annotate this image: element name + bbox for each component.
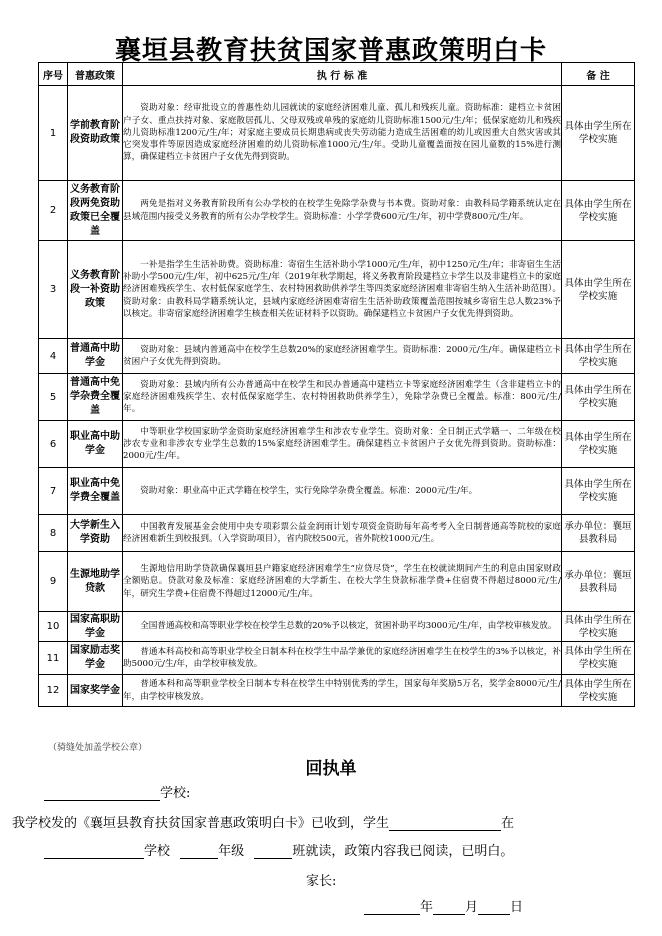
receipt-class-line <box>44 840 513 859</box>
row-note: 具体由学生所在学校实施 <box>562 339 635 374</box>
school-name-blank[interactable] <box>44 786 160 801</box>
row-standard: 两免是指对义务教育阶段所有公办学校的在校学生免除学杂费与书本费。资助对象：由教科局学籍系统认定在县域范围内接受义务教育的所有公办学校学生。资助标准：小学学费600元/生/年，初中学费800元/生/年。 <box>123 181 562 241</box>
row-standard: 全国普通高校和高等职业学校在校学生总数的20%予以核定，贫困补助平均3000元/生/年，由学校审核发放。 <box>123 612 562 642</box>
row-note: 具体由学生所在学校实施 <box>562 241 635 339</box>
row-num: 11 <box>39 642 68 675</box>
row-policy: 国家高职助学金 <box>68 612 123 642</box>
table-row <box>39 241 635 339</box>
row-num: 5 <box>39 374 68 421</box>
row-standard: 普通本科高校和高等职业学校全日制本科在校学生中品学兼优的家庭经济困难学生在校学生的3%予以核定，补助5000元/生/年，由学校审核发放。 <box>123 642 562 675</box>
row-note: 具体由学生所在学校实施 <box>562 612 635 642</box>
row-note: 具体由学生所在学校实施 <box>562 421 635 468</box>
policy-table <box>38 62 635 707</box>
row-standard: 资助对象：县域内所有公办普通高中在校学生和民办普通高中建档立卡等家庭经济困难学生（含非建档立卡的家庭经济困难残疾学生、农村低保家庭学生、农村特困救助供养学生），免除学杂费已全覆盖。标准：800元/生/年。 <box>123 374 562 421</box>
row-note: 具体由学生所在学校实施 <box>562 374 635 421</box>
school-blank[interactable] <box>44 844 144 859</box>
row-num: 6 <box>39 421 68 468</box>
header-note: 备 注 <box>562 63 635 86</box>
table-row <box>39 552 635 612</box>
table-row <box>39 515 635 552</box>
row-standard: 一补是指学生生活补助费。资助标准：寄宿生生活补助小学1000元/生/年，初中1250元/生/年；非寄宿生生活补助小学500元/生/年，初中625元/生/年（2019年秋学期起，将义务教育阶段建档立卡学生以及非建档立卡的家庭经济困难残疾学生、农村低保家庭学生、农村特困救助供养学生等四类家庭经济困难非寄宿生纳入生活补助范围）。资助对象：由教科局学籍系统认定，县域内家庭经济困难寄宿生生活补助政策覆盖范围按城乡寄宿生总人数23%予以核定。非寄宿家庭经济困难学生核查相关佐证材料予以资助。确保建档立卡贫困户子女优先得到资助。 <box>123 241 562 339</box>
receipt-school-line <box>44 782 190 801</box>
row-note: 具体由学生所在学校实施 <box>562 675 635 707</box>
sentence-prefix: 我学校发的 <box>12 816 78 831</box>
row-num: 9 <box>39 552 68 612</box>
parent-line <box>306 870 336 889</box>
month-blank[interactable] <box>433 900 465 915</box>
row-policy: 国家奖学金 <box>68 675 123 707</box>
year-label: 年 <box>420 900 434 915</box>
page-title: 襄垣县教育扶贫国家普惠政策明白卡 <box>114 36 547 66</box>
class-text: 班就读，政策内容我已阅读，已明白。 <box>292 844 514 859</box>
table-row <box>39 374 635 421</box>
row-standard: 资助对象：职业高中正式学籍在校学生，实行免除学杂费全覆盖。标准：2000元/生/年。 <box>123 468 562 515</box>
table-row <box>39 181 635 241</box>
day-label: 日 <box>510 900 524 915</box>
day-blank[interactable] <box>478 900 510 915</box>
row-num: 2 <box>39 181 68 241</box>
row-num: 8 <box>39 515 68 552</box>
grade-word: 年级 <box>218 844 245 859</box>
row-note: 具体由学生所在学校实施 <box>562 181 635 241</box>
year-blank[interactable] <box>364 900 420 915</box>
table-row <box>39 675 635 707</box>
row-num: 1 <box>39 86 68 181</box>
row-standard: 普通本科和高等职业学校全日制本专科在校学生中特别优秀的学生，国家每年奖励5万名，奖学金8000元/生/年，由学校审核发放。 <box>123 675 562 707</box>
table-row <box>39 642 635 675</box>
school-word: 学校 <box>144 844 171 859</box>
row-note: 具体由学生所在学校实施 <box>562 86 635 181</box>
row-policy: 职业高中助学金 <box>68 421 123 468</box>
student-name-blank[interactable] <box>389 816 501 831</box>
school-label: 学校: <box>160 786 191 801</box>
row-standard: 资助对象：经审批设立的普惠性幼儿园就读的家庭经济困难儿童、孤儿和残疾儿童。资助标准：建档立卡贫困户子女、重点扶持对象、家庭散居孤儿、父母双残或单残的家庭幼儿资助标准1500元/生/年；低保家庭幼儿和残疾幼儿资助标准1200元/生/年；对家庭主要成员长期患病或丧失劳动能力造成生活困难的幼儿或因重大自然灾害或其它突发事件等原因造成家庭经济困难的幼儿资助标准1000元/生/年。受助儿童覆盖面按在园儿童数的15%进行测算，确保建档立卡贫困户子女优先得到资助。 <box>123 86 562 181</box>
month-label: 月 <box>465 900 479 915</box>
row-standard: 中国教育发展基金会使用中央专项彩票公益金润雨计划专项资金资助每年高考考入全日制普通高等院校的家庭经济困难新生到校报到。（入学资助项目），省内院校500元，省外院校1000元/生。 <box>123 515 562 552</box>
table-row <box>39 421 635 468</box>
row-num: 10 <box>39 612 68 642</box>
row-policy: 国家励志奖学金 <box>68 642 123 675</box>
row-note: 承办单位：襄垣县教科局 <box>562 515 635 552</box>
row-policy: 生源地助学贷款 <box>68 552 123 612</box>
seal-footnote: （骑缝处加盖学校公章） <box>48 743 148 753</box>
sentence-tail: 在 <box>501 816 515 831</box>
row-note: 具体由学生所在学校实施 <box>562 642 635 675</box>
table-header-row <box>39 63 635 86</box>
table-row <box>39 612 635 642</box>
header-policy: 普惠政策 <box>68 63 123 86</box>
header-num: 序号 <box>39 63 68 86</box>
row-num: 12 <box>39 675 68 707</box>
grade-blank[interactable] <box>180 844 218 859</box>
parent-label: 家长: <box>306 874 337 889</box>
row-policy: 普通高中助学金 <box>68 339 123 374</box>
date-line <box>364 896 523 915</box>
row-policy: 大学新生入学资助 <box>68 515 123 552</box>
row-note: 具体由学生所在学校实施 <box>562 468 635 515</box>
row-standard: 资助对象：县域内普通高中在校学生总数20%的家庭经济困难学生。资助标准：2000元/生/年。确保建档立卡贫困户子女优先得到资助。 <box>123 339 562 374</box>
row-num: 3 <box>39 241 68 339</box>
row-policy: 普通高中免学杂费全覆盖 <box>68 374 123 421</box>
receipt-title: 回执单 <box>305 759 357 779</box>
table-row <box>39 339 635 374</box>
class-blank[interactable] <box>254 844 292 859</box>
sentence-received: 已收到，学生 <box>311 816 390 831</box>
header-standard: 执 行 标 准 <box>123 63 562 86</box>
row-num: 4 <box>39 339 68 374</box>
table-row <box>39 468 635 515</box>
row-policy: 义务教育阶段一补资助政策 <box>68 241 123 339</box>
row-policy: 学前教育阶段资助政策 <box>68 86 123 181</box>
row-num: 7 <box>39 468 68 515</box>
receipt-sentence-line <box>12 812 662 831</box>
row-policy: 职业高中免学费全覆盖 <box>68 468 123 515</box>
card-title-text: 《襄垣县教育扶贫国家普惠政策明白卡》 <box>77 816 312 831</box>
row-policy: 义务教育阶段两免资助政策已全覆盖 <box>68 181 123 241</box>
table-row <box>39 86 635 181</box>
row-standard: 生源地信用助学贷款确保襄垣县户籍家庭经济困难学生“应贷尽贷”，学生在校就读期间产生的利息由国家财政全额贴息。贷款对象及标准：家庭经济困难的大学新生、在校大学生贷款标准学费+住宿费不得超过8000元/生/年，研究生学费+住宿费不得超过12000元/生/年。 <box>123 552 562 612</box>
row-standard: 中等职业学校国家助学金资助家庭经济困难学生和涉农专业学生。资助对象：全日制正式学籍一、二年级在校涉农专业和非涉农专业学生总数的15%家庭经济困难学生。确保建档立卡贫困户子女优先得到资助。资助标准：2000元/生/年。 <box>123 421 562 468</box>
row-note: 承办单位：襄垣县教科局 <box>562 552 635 612</box>
